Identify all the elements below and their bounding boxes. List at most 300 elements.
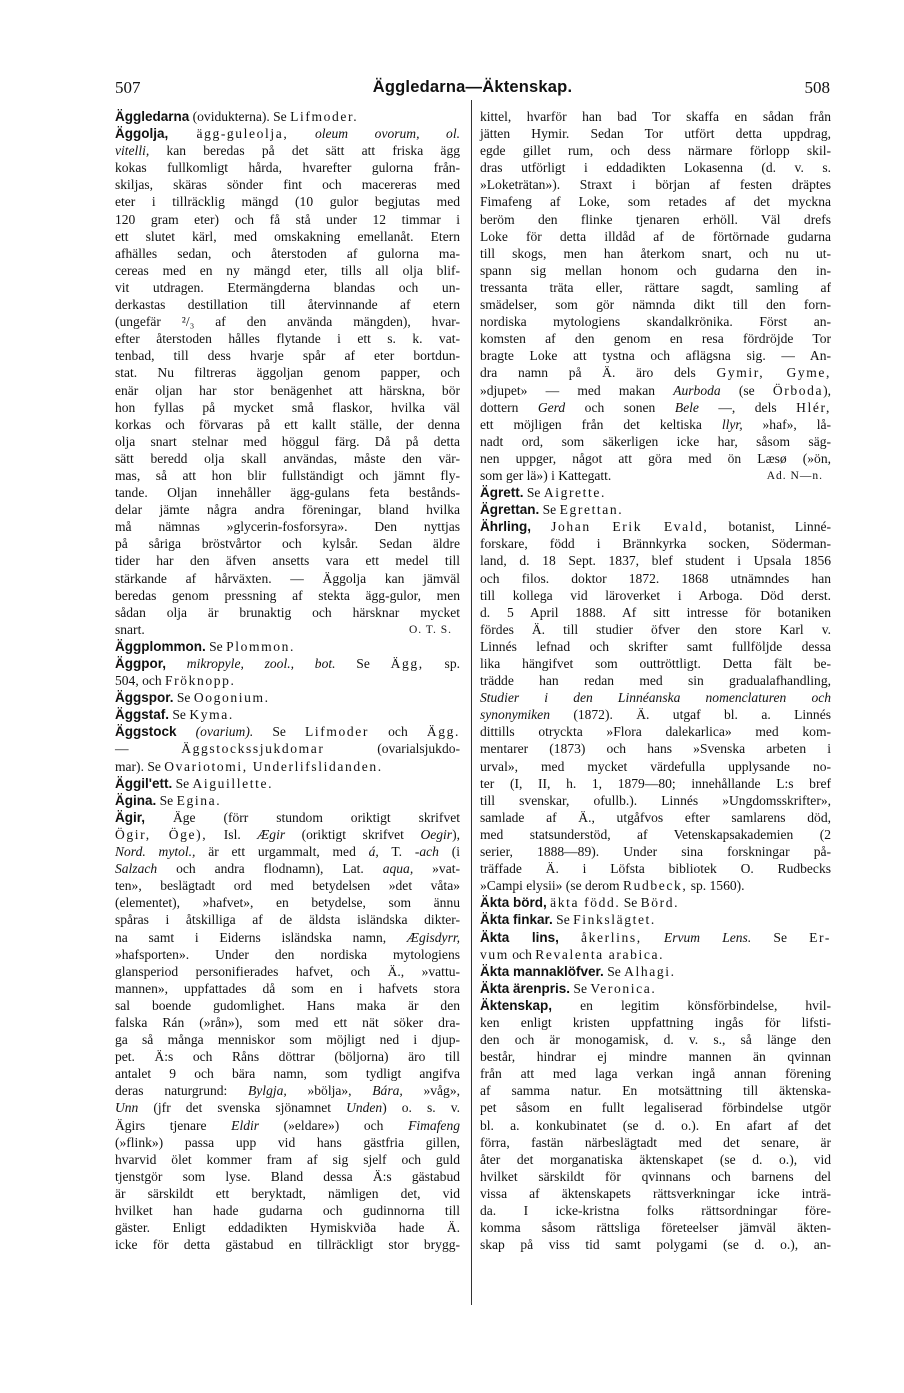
text-line (115, 228, 460, 245)
text-run: nadt ord, som säkerligen icke har, såsom säg- (480, 433, 831, 449)
text-line (480, 1219, 831, 1236)
entry-headword: Äggstock (115, 724, 177, 740)
spaced-term: Hlér, (796, 399, 832, 415)
spaced-term: Veronica. (590, 980, 657, 996)
text-line (480, 552, 831, 569)
text-line (115, 723, 460, 740)
text-line (480, 997, 831, 1014)
text-line (115, 894, 460, 911)
text-run: ) o. s. v. (382, 1100, 460, 1116)
text-run: mas, så att hon blir fullständigt och jämnt fly- (115, 467, 460, 483)
spaced-term: ägg-guleolja, (168, 126, 289, 142)
text-line (480, 1134, 831, 1151)
text-run: (jfr det svenska sjönamnet (138, 1100, 347, 1116)
text-line (115, 946, 460, 963)
text-line (480, 296, 831, 313)
spaced-term: Johan Erik Evald, (551, 519, 709, 535)
text-line (115, 655, 460, 672)
spaced-term: åkerlins, (581, 929, 642, 945)
text-line (115, 399, 460, 416)
entry-headword: Äkta finkar. (480, 912, 553, 928)
text-line (480, 176, 831, 193)
text-run: serier, 1888—89). Under sina forskningar på- (480, 844, 831, 860)
text-run: beredas genom pressning af stekta ägg-gulor, men (115, 587, 460, 603)
text-line (480, 946, 831, 963)
text-line (115, 689, 460, 706)
text-run: spann sig mellan honom och gudarna den in- (480, 262, 831, 278)
text-run: dras utförligt i eddadikten Lokasenna (d. v. s. (480, 160, 831, 176)
text-run: »haf», lå- (742, 416, 831, 432)
text-run: (elementet), »hafvet», en betydelse, som ännu (115, 895, 460, 911)
entry-headword: Ährling, (480, 519, 531, 535)
text-run: (»eldare») och (259, 1117, 409, 1133)
text-line (480, 125, 831, 142)
text-run: ter (I, II, h. 1, 1879—80; innehållande L:s bref (480, 775, 831, 791)
text-line (115, 347, 460, 364)
text-run: består, hindrar ej mindre mannen än qvinnan (480, 1049, 831, 1065)
text-run: kittel, hvarför han bad Tor skaffa en sådan från (480, 109, 831, 124)
text-run: från att med laga verkan ingå annan förening (480, 1066, 831, 1082)
text-line (115, 826, 460, 843)
text-line (480, 142, 831, 159)
text-run: bragte Loke att tystna och aflägsna sig. — An- (480, 348, 831, 364)
text-line (115, 758, 460, 775)
spaced-term: Fröknopp. (165, 673, 236, 689)
text-line (480, 467, 831, 484)
text-line (115, 501, 460, 518)
text-run: Äge (förr stundom oriktigt skrifvet (145, 809, 460, 825)
text-run: (ungefär ²/₃ af den använda mängden), hvar- (115, 314, 460, 330)
text-line (480, 450, 831, 467)
entry-headword: Äggpor, (115, 656, 166, 671)
text-line (115, 313, 460, 330)
text-run: med statsunderstöd, af Vetenskapsakademien (2 (480, 826, 831, 842)
text-line (115, 296, 460, 313)
text-line (115, 108, 460, 125)
text-line (480, 843, 831, 860)
text-run: Ägirs tjenare (115, 1117, 232, 1133)
text-run: till kollega vid läroverket i Arboga. Död derst. (480, 587, 831, 603)
text-line (115, 1065, 460, 1082)
text-line (115, 211, 460, 228)
text-run: vit utdragen. Etermängderna blandas och un- (115, 279, 460, 295)
text-run: 504, och (115, 673, 166, 689)
text-run: mentarer (1873) och hans »Svenska arbeten i (480, 741, 831, 757)
text-run: delar jämte några andra föreningar, bland hvilka (115, 502, 460, 518)
text-run: mannen», uppfattades då som en i hafvets stora (115, 980, 460, 996)
text-line (480, 792, 831, 809)
italic-term: llyr, (721, 416, 743, 432)
text-line (480, 433, 831, 450)
text-line (480, 604, 831, 621)
text-line (115, 604, 460, 621)
text-run: ten», beslägtadt ord med betydelsen »det våta» (115, 878, 460, 894)
italic-term: Ervum Lens. (663, 929, 752, 945)
text-line (115, 1185, 460, 1202)
italic-term: (ovarium). (195, 724, 254, 740)
text-run: Se (335, 656, 391, 671)
italic-term: mikropyle, zool., bot. (186, 656, 336, 671)
text-line (115, 1117, 460, 1134)
entry-headword: Äggplommon. (115, 638, 206, 654)
column-divider (471, 100, 472, 1305)
text-line (480, 1236, 831, 1253)
text-line (115, 775, 460, 792)
italic-term: Studier i den Linnéanska nomenclaturen och (480, 690, 831, 706)
italic-term: Ægir (257, 826, 286, 842)
spaced-term: Plommon. (226, 638, 295, 654)
spaced-term: Oogonium. (193, 690, 270, 706)
text-run: falska Rán (»rån»), som med ett nät söker dra- (115, 1014, 460, 1030)
italic-term: Salzach (115, 861, 158, 877)
spaced-term: Äggstockssjukdomar (181, 741, 325, 757)
text-run: Se (172, 775, 193, 791)
text-line (480, 382, 831, 399)
entry-headword: Ägir, (115, 809, 146, 825)
spaced-term: Revalenta arabica. (535, 946, 665, 962)
spaced-term: Ögir, Öge), (115, 826, 208, 842)
text-line (115, 364, 460, 381)
italic-term: -ach (414, 844, 439, 860)
italic-term: Fimafeng (408, 1117, 460, 1133)
text-line (115, 638, 460, 655)
italic-term: oleum ovorum, ol. (314, 126, 460, 142)
text-line (115, 518, 460, 535)
text-run: Se (205, 638, 227, 654)
spaced-term: Egina. (176, 792, 222, 808)
text-run: på såriga bröstvårtor och kylsår. Sedan äldre (115, 536, 460, 552)
italic-term: Unden (346, 1100, 383, 1116)
text-line (480, 1099, 831, 1116)
text-run: Se (603, 963, 625, 979)
text-run (166, 656, 187, 671)
text-run (531, 519, 551, 534)
text-run: stärkande af hårväxten. — Äggolja kan jämväl (115, 570, 460, 586)
text-line (480, 689, 831, 706)
running-title: Äggledarna—Äktenskap. (372, 78, 573, 96)
spaced-term: Aigrette. (543, 485, 606, 501)
text-line (115, 1168, 460, 1185)
spaced-term: Börd. (640, 895, 680, 911)
text-run: Se (253, 724, 306, 740)
text-line (480, 740, 831, 757)
italic-term: aqua, (382, 861, 414, 877)
text-run: »djupet» — med makan (480, 382, 674, 398)
text-line (480, 364, 831, 381)
spaced-term: Egrettan. (559, 502, 624, 518)
text-line (115, 193, 460, 210)
text-line (115, 382, 460, 399)
text-line (480, 416, 831, 433)
spaced-term: Kyma. (189, 707, 234, 723)
text-run: ), (823, 382, 831, 398)
text-run: efter återstoden hålles flytande i ett s. k. vat- (115, 331, 460, 347)
text-run: smädelser, som gör nämnda dikt till den forn- (480, 297, 831, 313)
text-run: Isl. (207, 826, 258, 842)
text-run: en legitim könsförbindelse, hvil- (552, 997, 831, 1013)
entry-headword: Ägina. (115, 792, 157, 808)
text-run: och (508, 946, 536, 962)
text-line (480, 1082, 831, 1099)
text-run: Fimafeng af Loke, som retades af det myckna (480, 194, 831, 210)
text-line (480, 723, 831, 740)
text-line (115, 997, 460, 1014)
text-run (288, 126, 315, 141)
italic-term: Aurboda (673, 382, 721, 398)
text-line (115, 911, 460, 928)
italic-term: Gerd (537, 399, 566, 415)
text-run: 120 gram eter) och få stå under 12 timmar i (115, 211, 460, 227)
text-run: »vat- (413, 861, 460, 877)
text-run: olja snart stelnar med höggul färg. Då på detta (115, 433, 460, 449)
text-run: sådan olja är brunaktig och härsknar mycket (115, 604, 460, 620)
text-run: Loke för detta illdåd af de förtörnade gudarna (480, 228, 831, 244)
text-line (115, 877, 460, 894)
text-run: »bölja», (286, 1083, 373, 1099)
text-line (480, 655, 831, 672)
text-line (115, 792, 460, 809)
entry-headword: Äktenskap, (480, 997, 553, 1013)
italic-term: Bele (674, 399, 699, 415)
entry-headword: Äggolja, (115, 126, 169, 142)
text-run: forskare, född i Brännkyrka socken, Söderman- (480, 536, 831, 552)
text-run: må nämnas »glycerin-fosforsyra». Den nyttjas (115, 519, 460, 535)
text-run: (oriktigt skrifvet (285, 826, 421, 842)
text-line (115, 929, 460, 946)
text-line (480, 1117, 831, 1134)
text-line (480, 193, 831, 210)
text-run: trädde han redan med sin gradualafhandling, (480, 673, 831, 689)
text-line (115, 535, 460, 552)
text-line (115, 1014, 460, 1031)
text-line (480, 347, 831, 364)
text-line (480, 929, 831, 946)
italic-term: Bylgja, (248, 1083, 287, 1099)
text-line (115, 330, 460, 347)
italic-term: vitelli, (115, 143, 150, 159)
italic-term: Bára, (372, 1083, 403, 1099)
text-run: lika hängifvet som outtröttligt. Detta fält be- (480, 656, 831, 671)
text-line (480, 228, 831, 245)
italic-term: Oegir (420, 826, 453, 842)
text-run: af samma natur. En motsättning till äktenska- (480, 1083, 831, 1099)
text-run: stat. Nu filtreras äggoljan genom papper, och (115, 365, 460, 381)
text-line (115, 1031, 460, 1048)
text-line (115, 484, 460, 501)
text-run: Se (169, 707, 190, 723)
spaced-term: äkta född. (550, 895, 621, 911)
text-run: förra, fastän närbeslägtadt med det senare, är (480, 1134, 831, 1150)
text-run: till svenskar, ofullb.). Linnés »Ungdomsskrifter», (480, 792, 831, 808)
text-run: korkas och förvaras på ett kallt ställe, der denna (115, 416, 460, 432)
page-header (115, 78, 830, 102)
text-run: sp. 1560). (687, 878, 745, 894)
text-run: dittills otryckta »Flora dalekarlica» med kom- (480, 724, 831, 740)
spaced-term: Rudbeck, (622, 878, 688, 894)
text-run: träffade Ä. i Löfsta bibliotek O. Rudbecks (480, 861, 831, 877)
text-line (115, 262, 460, 279)
text-run: »Campi elysii» (se derom (480, 878, 623, 894)
text-run: är särskildt ett beryktadt, nämligen det, vid (115, 1185, 460, 1201)
text-run: och (369, 724, 427, 740)
text-line (480, 587, 831, 604)
text-run: fördes Ä. till studier öfver den store Karl v. (480, 621, 831, 637)
spaced-term: Aiguillette. (192, 775, 274, 791)
text-line (480, 1151, 831, 1168)
spaced-term: Finkslägtet. (573, 912, 656, 928)
text-line (480, 501, 831, 518)
text-line (480, 706, 831, 723)
text-run: gäster. Enligt eddadikten Hymiskviða hade Ä. (115, 1220, 460, 1236)
entry-headword: Äkta börd, (480, 895, 547, 911)
italic-term: synonymiken (480, 707, 550, 723)
text-run: — (115, 741, 182, 757)
entry-headword: Ägrett. (480, 485, 524, 501)
text-line (480, 535, 831, 552)
text-line (115, 860, 460, 877)
text-run: åter det morganatiska äktenskapet (se d. o.), vid (480, 1151, 831, 1167)
text-run: dottern (480, 399, 538, 415)
text-line (115, 467, 460, 484)
text-run: tressanta träta eller, rättare sagdt, samling af (480, 279, 831, 295)
text-run: antalet 9 och bära namn, som tydligt angifva (115, 1066, 460, 1082)
right-text-column (480, 108, 831, 1253)
text-line (115, 279, 460, 296)
spaced-term: Alhagi. (624, 963, 676, 979)
text-run: kan beredas på det sätt att friska ägg (149, 143, 460, 159)
text-line (115, 740, 460, 757)
text-run: och andra flodnamn), Lat. (157, 861, 383, 877)
text-run: som ger lä») i Kattegatt. (480, 467, 612, 483)
text-line (480, 1065, 831, 1082)
text-line (115, 963, 460, 980)
text-line (480, 211, 831, 228)
text-line (115, 706, 460, 723)
text-run: T. (378, 844, 415, 860)
text-run: »våg», (402, 1083, 460, 1099)
text-run: »hafsporten». Under den nordiska mytologiens (115, 946, 460, 962)
text-line (480, 1048, 831, 1065)
text-run: komsten af den genom en resa fördröjde Tor (480, 331, 831, 347)
text-line (115, 587, 460, 604)
text-run: tenbad, till dess hvarje spår af eter bortdun- (115, 348, 460, 364)
text-line (115, 1219, 460, 1236)
spaced-term: Ägg. (426, 724, 460, 740)
text-line (115, 621, 460, 638)
spaced-term: Ägg, (390, 656, 424, 671)
text-run: Se (751, 929, 810, 945)
spaced-term: Lifmoder (305, 724, 370, 740)
text-run: land, d. 18 Sept. 1837, blef student i Upsala 1856 (480, 553, 831, 569)
text-run: da. I icke-kristna folks rättsordningar före- (480, 1203, 831, 1218)
text-run: (i (438, 844, 460, 860)
text-run: den och är monogamisk, d. v. s., så länge den (480, 1032, 831, 1048)
text-run: —, dels (698, 399, 797, 415)
text-line (115, 1236, 460, 1253)
text-run: samlade af Ä., utgåfvos efter samlarens död, (480, 809, 831, 825)
text-run: na samt i Eiderns isländska namn, (115, 929, 407, 945)
text-run: cereas med en ny mängd eter, tills all olja blif- (115, 262, 460, 278)
text-run: Se (620, 895, 641, 911)
text-run (559, 930, 581, 945)
text-run: och filos. doktor 1872. 1868 utnämndes han (480, 570, 831, 586)
text-line (480, 313, 831, 330)
text-line (115, 809, 460, 826)
text-line (480, 775, 831, 792)
text-run: och sonen (565, 399, 675, 415)
spaced-term: Örboda (772, 382, 824, 398)
text-line (480, 621, 831, 638)
text-run: jätten Hymir. Sedan Tor utfört detta uppdrag, (480, 126, 831, 142)
text-run: Se (570, 980, 591, 996)
text-line (115, 1082, 460, 1099)
text-run: ga så många menniskor som möjligt ned i djup- (115, 1032, 460, 1048)
text-run: egde gillet rum, och dess närmare förlopp skil- (480, 143, 831, 159)
text-run: tande. Oljan innehåller ägg-gulans feta bestånds- (115, 485, 460, 501)
text-line (480, 980, 831, 997)
text-line (480, 1185, 831, 1202)
entry-headword: Äggil'ett. (115, 775, 173, 791)
text-run: (1872). Ä. utgaf bl. a. Linnés (549, 707, 831, 723)
text-run: hon fyllas på mycket små flaskor, hvilka väl (115, 399, 460, 415)
text-run: botanist, Linné- (708, 519, 832, 535)
text-run: spåras i åtskilliga af de äldsta isländska dikter- (115, 912, 460, 928)
text-run: enär oljan har stor benägenhet att härskna, bör (115, 382, 460, 398)
text-run: hvarvid ölet kommer fram af sig sjelf och guld (115, 1151, 460, 1167)
text-run: snart. (115, 621, 145, 637)
entry-headword: Äkta lins, (480, 929, 559, 945)
text-line (480, 518, 831, 535)
text-run: nen uppger, något att göra med ön Læsø (»ön, (480, 450, 831, 466)
text-line (115, 672, 460, 689)
text-line (480, 570, 831, 587)
text-run: komma såsom rättsliga företeelser jämväl äkten- (480, 1220, 831, 1236)
text-line (480, 826, 831, 843)
text-run: (»flink») passa upp vid hans gästfria gillen, (115, 1134, 460, 1150)
text-run: (ovidukterna). Se (189, 109, 291, 124)
text-line (480, 809, 831, 826)
italic-term: á, (368, 844, 379, 860)
text-line (115, 416, 460, 433)
text-line (115, 450, 460, 467)
spaced-term: Lifmoder. (290, 109, 359, 124)
text-run: ), (452, 826, 460, 842)
text-run (177, 724, 196, 739)
text-line (115, 1048, 460, 1065)
text-line (480, 963, 831, 980)
text-line (115, 1151, 460, 1168)
entry-headword: Äggledarna (115, 109, 190, 124)
text-run: bl. a. konkubinatet (se d. o.). En afart af det (480, 1117, 831, 1133)
text-line (480, 330, 831, 347)
text-run: urval», med mycket värdefulla upplysande no- (480, 758, 831, 774)
spaced-term: vum (480, 946, 509, 962)
left-page-number: 507 (115, 78, 141, 97)
text-run: Se (156, 792, 177, 808)
text-run: »Loketrätan»). Straxt i början af festen dräptes (480, 177, 831, 193)
text-run: icke för detta gästabud en tillräckligt stor brygg- (115, 1237, 460, 1253)
text-line (115, 1202, 460, 1219)
spaced-term: Er- (809, 929, 831, 945)
text-run: skiljas, skäras sönder fint och macereras med (115, 177, 460, 193)
text-run: sp. (423, 656, 460, 671)
text-run (642, 930, 664, 945)
text-run: nordiska mytologiens skandalkrönika. Först an- (480, 314, 831, 330)
text-run: eter i tillräcklig mängd (10 gulor begjutas med (115, 194, 460, 210)
text-run: hvilket han hade gudarna och gudinnorna till (115, 1203, 460, 1218)
text-line (480, 262, 831, 279)
text-line (480, 894, 831, 911)
